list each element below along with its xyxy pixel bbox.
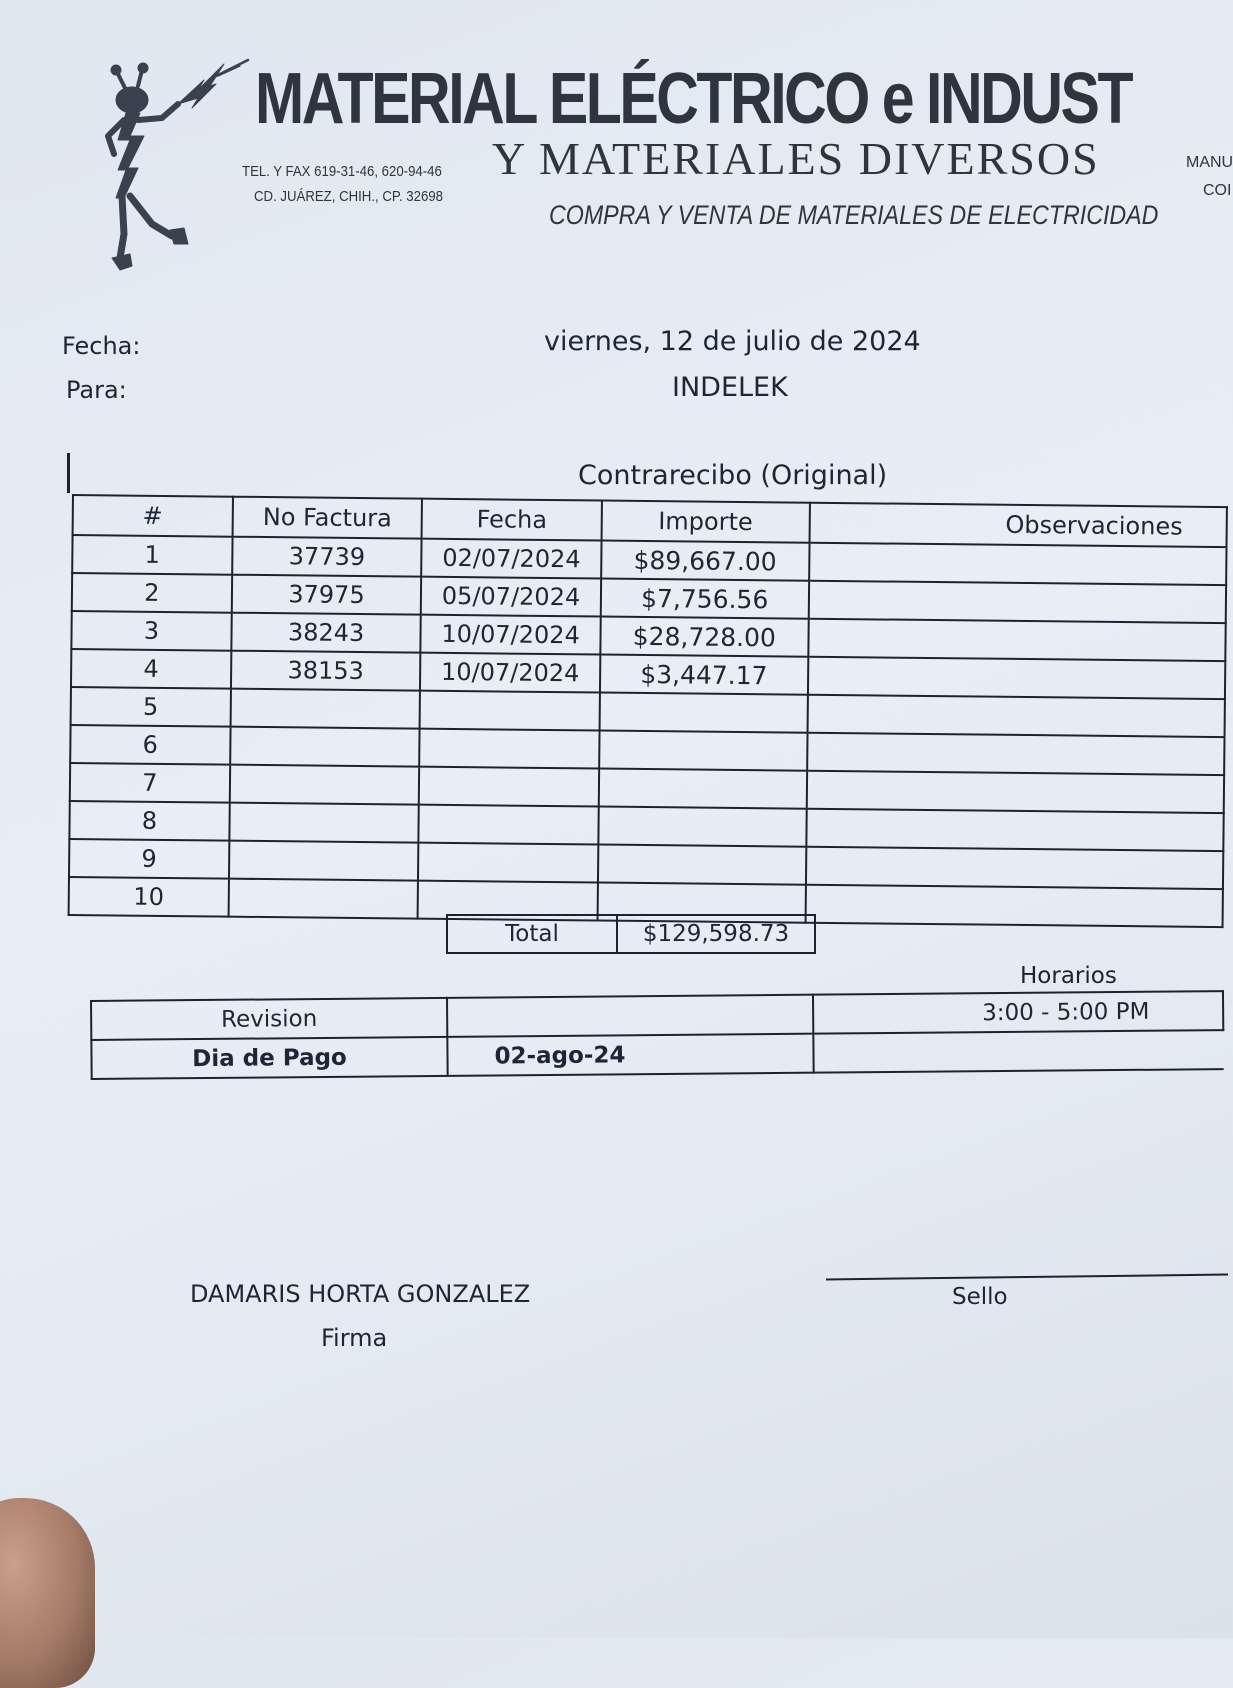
header-observaciones: Observaciones <box>809 503 1227 547</box>
cell-factura: 37975 <box>232 575 422 615</box>
invoice-table <box>68 494 1228 928</box>
company-phone: TEL. Y FAX 619-31-46, 620-94-46 <box>242 163 442 180</box>
cell-observaciones <box>806 771 1224 813</box>
cell-observaciones <box>809 543 1227 585</box>
company-right-line2: COI <box>1203 182 1232 199</box>
cell-fecha: 10/07/2024 <box>421 615 601 655</box>
cell-fecha <box>420 691 600 731</box>
cell-observaciones <box>807 695 1225 737</box>
cell-factura <box>229 803 419 843</box>
revision-label: Revision <box>91 998 447 1040</box>
firma-label: Firma <box>321 1324 388 1352</box>
cell-factura <box>230 765 420 805</box>
cell-observaciones <box>808 619 1226 661</box>
header-number: # <box>73 495 233 537</box>
horarios-value: 3:00 - 5:00 PM <box>813 991 1223 1034</box>
cell-factura: 37739 <box>232 537 422 577</box>
fecha-value: viernes, 12 de julio de 2024 <box>544 326 921 357</box>
dia-pago-value: 02-ago-24 <box>447 1034 813 1076</box>
thumb <box>0 1498 95 1688</box>
company-subtitle: Y MATERIALES DIVERSOS <box>492 133 1100 184</box>
cell-importe: $89,667.00 <box>601 541 809 581</box>
cell-factura: 38243 <box>231 613 421 653</box>
header-fecha: Fecha <box>422 499 602 541</box>
cell-observaciones <box>808 581 1226 623</box>
company-address: CD. JUÁREZ, CHIH., CP. 32698 <box>254 188 444 205</box>
cell-importe: $28,728.00 <box>600 617 808 657</box>
cell-importe <box>599 693 807 733</box>
cell-number: 5 <box>71 687 231 727</box>
cell-importe: $7,756.56 <box>601 579 809 619</box>
horarios-label: Horarios <box>1020 963 1117 989</box>
cell-fecha <box>419 805 599 845</box>
cell-number: 10 <box>69 877 229 917</box>
sello-label: Sello <box>952 1284 1008 1310</box>
header-importe: Importe <box>601 501 809 543</box>
dia-pago-label: Dia de Pago <box>91 1037 447 1079</box>
company-tagline: COMPRA Y VENTA DE MATERIALES DE ELECTRICIDAD <box>549 200 1159 230</box>
cell-number: 2 <box>72 573 232 613</box>
cell-fecha: 05/07/2024 <box>421 577 601 617</box>
cell-fecha: 10/07/2024 <box>420 653 600 693</box>
cell-observaciones <box>806 847 1224 889</box>
cell-observaciones <box>806 809 1224 851</box>
payment-table <box>90 990 1225 1080</box>
para-label: Para: <box>66 376 127 404</box>
cell-factura <box>229 841 419 881</box>
cell-importe: $3,447.17 <box>600 655 808 695</box>
company-name: MATERIAL ELÉCTRICO e INDUST <box>255 59 1132 139</box>
total-value: $129,598.73 <box>617 915 815 953</box>
cell-number: 4 <box>71 649 231 689</box>
revision-value <box>447 995 813 1037</box>
cell-observaciones <box>805 885 1223 927</box>
cell-number: 3 <box>71 611 231 651</box>
payment-empty-cell <box>813 1030 1223 1073</box>
cell-fecha: 02/07/2024 <box>422 539 602 579</box>
para-value: INDELEK <box>672 372 788 403</box>
cell-importe <box>598 807 806 847</box>
cell-observaciones <box>807 733 1225 775</box>
sello-line <box>826 1274 1228 1281</box>
cell-number: 9 <box>69 839 229 879</box>
fecha-label: Fecha: <box>62 332 141 360</box>
total-table <box>446 914 816 954</box>
cell-number: 6 <box>70 725 230 765</box>
lightning-stick-figure-icon <box>100 58 260 283</box>
cell-fecha <box>419 767 599 807</box>
table-left-border <box>67 453 70 493</box>
company-right-line1: MANU <box>1186 154 1233 171</box>
cell-fecha <box>418 843 598 883</box>
cell-fecha <box>420 729 600 769</box>
cell-observaciones <box>808 657 1226 699</box>
table-title: Contrarecibo (Original) <box>578 460 888 491</box>
cell-number: 7 <box>70 763 230 803</box>
cell-factura <box>230 727 420 767</box>
signer-name: DAMARIS HORTA GONZALEZ <box>190 1280 531 1308</box>
cell-importe <box>599 731 807 771</box>
cell-number: 1 <box>72 535 232 575</box>
cell-importe <box>598 845 806 885</box>
cell-factura: 38153 <box>231 651 421 691</box>
cell-factura <box>230 689 420 729</box>
header-factura: No Factura <box>232 497 422 539</box>
cell-factura <box>228 879 418 919</box>
cell-importe <box>599 769 807 809</box>
total-label: Total <box>447 915 617 953</box>
cell-number: 8 <box>69 801 229 841</box>
